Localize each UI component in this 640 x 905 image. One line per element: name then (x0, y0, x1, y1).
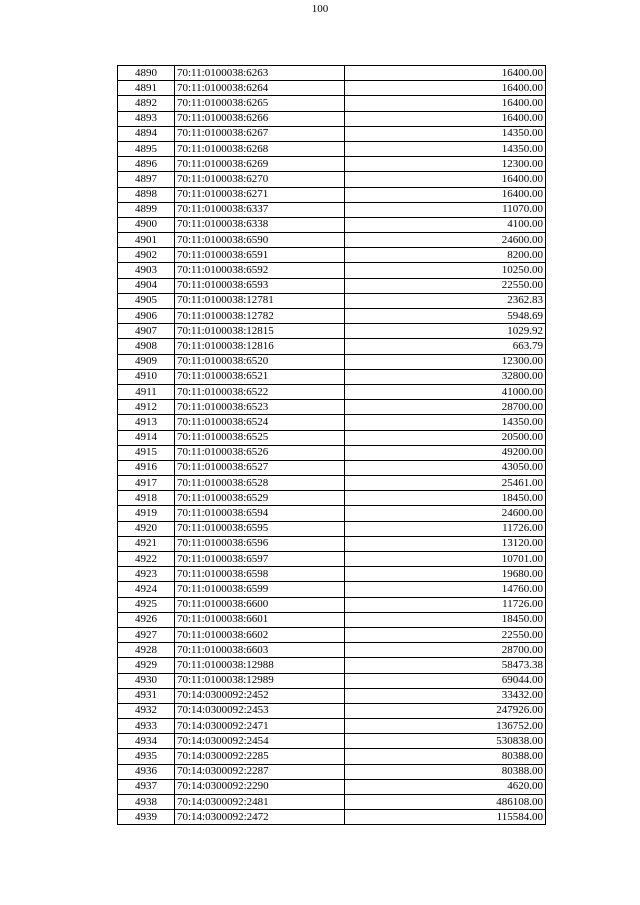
table-row (118, 384, 546, 399)
row-number-cell: 4898 (118, 187, 175, 202)
value-cell: 16400.00 (345, 66, 546, 81)
table-row (118, 278, 546, 293)
table-row (118, 673, 546, 688)
table-row (118, 612, 546, 627)
value-cell: 80388.00 (345, 764, 546, 779)
value-cell: 12300.00 (345, 157, 546, 172)
row-number-cell: 4902 (118, 248, 175, 263)
row-number-cell: 4924 (118, 582, 175, 597)
table-row (118, 293, 546, 308)
row-number-cell: 4915 (118, 445, 175, 460)
value-cell: 43050.00 (345, 460, 546, 475)
table-row (118, 749, 546, 764)
row-number-cell: 4905 (118, 293, 175, 308)
value-cell: 8200.00 (345, 248, 546, 263)
table-row (118, 187, 546, 202)
table-row (118, 658, 546, 673)
table-row (118, 810, 546, 825)
value-cell: 663.79 (345, 339, 546, 354)
value-cell: 530838.00 (345, 734, 546, 749)
value-cell: 14350.00 (345, 126, 546, 141)
cadastral-number-cell: 70:11:0100038:6269 (175, 157, 345, 172)
row-number-cell: 4895 (118, 141, 175, 156)
table-row (118, 719, 546, 734)
cadastral-number-cell: 70:11:0100038:6338 (175, 217, 345, 232)
value-cell: 20500.00 (345, 430, 546, 445)
value-cell: 24600.00 (345, 233, 546, 248)
table-row (118, 795, 546, 810)
cadastral-number-cell: 70:11:0100038:6268 (175, 141, 345, 156)
cadastral-number-cell: 70:11:0100038:6264 (175, 81, 345, 96)
cadastral-number-cell: 70:11:0100038:6601 (175, 612, 345, 627)
row-number-cell: 4912 (118, 400, 175, 415)
row-number-cell: 4894 (118, 126, 175, 141)
cadastral-number-cell: 70:11:0100038:6271 (175, 187, 345, 202)
cadastral-number-cell: 70:11:0100038:6528 (175, 476, 345, 491)
table-row (118, 369, 546, 384)
value-cell: 49200.00 (345, 445, 546, 460)
cadastral-number-cell: 70:11:0100038:6266 (175, 111, 345, 126)
row-number-cell: 4926 (118, 612, 175, 627)
cadastral-number-cell: 70:14:0300092:2471 (175, 719, 345, 734)
table-row (118, 141, 546, 156)
cadastral-number-cell: 70:11:0100038:6599 (175, 582, 345, 597)
row-number-cell: 4919 (118, 506, 175, 521)
value-cell: 80388.00 (345, 749, 546, 764)
row-number-cell: 4933 (118, 719, 175, 734)
cadastral-number-cell: 70:11:0100038:6525 (175, 430, 345, 445)
row-number-cell: 4928 (118, 643, 175, 658)
table-row (118, 597, 546, 612)
cadastral-number-cell: 70:11:0100038:6520 (175, 354, 345, 369)
table-row (118, 126, 546, 141)
cadastral-number-cell: 70:11:0100038:6521 (175, 369, 345, 384)
cadastral-number-cell: 70:14:0300092:2287 (175, 764, 345, 779)
cadastral-number-cell: 70:11:0100038:6526 (175, 445, 345, 460)
row-number-cell: 4917 (118, 476, 175, 491)
row-number-cell: 4931 (118, 688, 175, 703)
value-cell: 11070.00 (345, 202, 546, 217)
row-number-cell: 4930 (118, 673, 175, 688)
table-row (118, 460, 546, 475)
value-cell: 22550.00 (345, 627, 546, 642)
cadastral-number-cell: 70:11:0100038:6337 (175, 202, 345, 217)
cadastral-number-cell: 70:11:0100038:12816 (175, 339, 345, 354)
table-row (118, 66, 546, 81)
value-cell: 32800.00 (345, 369, 546, 384)
value-cell: 16400.00 (345, 172, 546, 187)
row-number-cell: 4927 (118, 627, 175, 642)
page-number: 100 (311, 3, 329, 15)
cadastral-number-cell: 70:11:0100038:6591 (175, 248, 345, 263)
cadastral-number-cell: 70:11:0100038:6597 (175, 552, 345, 567)
value-cell: 41000.00 (345, 384, 546, 399)
cadastral-number-cell: 70:11:0100038:6595 (175, 521, 345, 536)
value-cell: 10701.00 (345, 552, 546, 567)
value-cell: 16400.00 (345, 187, 546, 202)
table-row (118, 491, 546, 506)
row-number-cell: 4923 (118, 567, 175, 582)
row-number-cell: 4907 (118, 324, 175, 339)
row-number-cell: 4906 (118, 309, 175, 324)
cadastral-number-cell: 70:11:0100038:6524 (175, 415, 345, 430)
row-number-cell: 4921 (118, 536, 175, 551)
table-row (118, 552, 546, 567)
row-number-cell: 4908 (118, 339, 175, 354)
cadastral-number-cell: 70:14:0300092:2452 (175, 688, 345, 703)
value-cell: 14760.00 (345, 582, 546, 597)
row-number-cell: 4896 (118, 157, 175, 172)
value-cell: 13120.00 (345, 536, 546, 551)
value-cell: 28700.00 (345, 643, 546, 658)
row-number-cell: 4892 (118, 96, 175, 111)
table-row (118, 157, 546, 172)
value-cell: 25461.00 (345, 476, 546, 491)
value-cell: 18450.00 (345, 612, 546, 627)
cadastral-number-cell: 70:11:0100038:6594 (175, 506, 345, 521)
table-row (118, 506, 546, 521)
row-number-cell: 4939 (118, 810, 175, 825)
table-row (118, 476, 546, 491)
table-row (118, 354, 546, 369)
row-number-cell: 4900 (118, 217, 175, 232)
table-row (118, 445, 546, 460)
value-cell: 14350.00 (345, 415, 546, 430)
table-row (118, 111, 546, 126)
value-cell: 18450.00 (345, 491, 546, 506)
cadastral-number-cell: 70:11:0100038:12781 (175, 293, 345, 308)
row-number-cell: 4938 (118, 795, 175, 810)
value-cell: 486108.00 (345, 795, 546, 810)
table-row (118, 567, 546, 582)
row-number-cell: 4913 (118, 415, 175, 430)
cadastral-number-cell: 70:11:0100038:12782 (175, 309, 345, 324)
cadastral-number-cell: 70:11:0100038:6593 (175, 278, 345, 293)
value-cell: 58473.38 (345, 658, 546, 673)
value-cell: 33432.00 (345, 688, 546, 703)
cadastral-number-cell: 70:11:0100038:12815 (175, 324, 345, 339)
value-cell: 10250.00 (345, 263, 546, 278)
table-row (118, 643, 546, 658)
table-row (118, 309, 546, 324)
row-number-cell: 4891 (118, 81, 175, 96)
cadastral-number-cell: 70:11:0100038:6523 (175, 400, 345, 415)
table-row (118, 703, 546, 718)
value-cell: 69044.00 (345, 673, 546, 688)
cadastral-number-cell: 70:11:0100038:6590 (175, 233, 345, 248)
row-number-cell: 4929 (118, 658, 175, 673)
table-row (118, 172, 546, 187)
value-cell: 2362.83 (345, 293, 546, 308)
cadastral-number-cell: 70:14:0300092:2472 (175, 810, 345, 825)
value-cell: 14350.00 (345, 141, 546, 156)
row-number-cell: 4893 (118, 111, 175, 126)
row-number-cell: 4899 (118, 202, 175, 217)
value-cell: 12300.00 (345, 354, 546, 369)
cadastral-number-cell: 70:11:0100038:6603 (175, 643, 345, 658)
table-row (118, 81, 546, 96)
cadastral-number-cell: 70:14:0300092:2290 (175, 779, 345, 794)
row-number-cell: 4937 (118, 779, 175, 794)
cadastral-number-cell: 70:14:0300092:2453 (175, 703, 345, 718)
table-body (118, 66, 546, 825)
value-cell: 22550.00 (345, 278, 546, 293)
table-row (118, 536, 546, 551)
cadastral-number-cell: 70:11:0100038:6263 (175, 66, 345, 81)
value-cell: 11726.00 (345, 597, 546, 612)
table-row (118, 233, 546, 248)
value-cell: 28700.00 (345, 400, 546, 415)
cadastral-number-cell: 70:11:0100038:6267 (175, 126, 345, 141)
table-row (118, 324, 546, 339)
row-number-cell: 4904 (118, 278, 175, 293)
cadastral-number-cell: 70:11:0100038:6592 (175, 263, 345, 278)
table-row (118, 217, 546, 232)
row-number-cell: 4914 (118, 430, 175, 445)
value-cell: 115584.00 (345, 810, 546, 825)
row-number-cell: 4916 (118, 460, 175, 475)
cadastral-number-cell: 70:11:0100038:6529 (175, 491, 345, 506)
table-row (118, 415, 546, 430)
row-number-cell: 4934 (118, 734, 175, 749)
row-number-cell: 4936 (118, 764, 175, 779)
row-number-cell: 4911 (118, 384, 175, 399)
cadastral-number-cell: 70:14:0300092:2481 (175, 795, 345, 810)
table-row (118, 430, 546, 445)
value-cell: 24600.00 (345, 506, 546, 521)
cadastral-number-cell: 70:11:0100038:12988 (175, 658, 345, 673)
cadastral-number-cell: 70:11:0100038:6598 (175, 567, 345, 582)
cadastral-number-cell: 70:11:0100038:6600 (175, 597, 345, 612)
cadastral-number-cell: 70:14:0300092:2454 (175, 734, 345, 749)
row-number-cell: 4897 (118, 172, 175, 187)
value-cell: 4620.00 (345, 779, 546, 794)
row-number-cell: 4901 (118, 233, 175, 248)
table-row (118, 263, 546, 278)
table-row (118, 202, 546, 217)
cadastral-number-cell: 70:11:0100038:6270 (175, 172, 345, 187)
cadastral-number-cell: 70:11:0100038:6602 (175, 627, 345, 642)
row-number-cell: 4935 (118, 749, 175, 764)
table-row (118, 764, 546, 779)
row-number-cell: 4909 (118, 354, 175, 369)
row-number-cell: 4920 (118, 521, 175, 536)
table-row (118, 248, 546, 263)
cadastral-number-cell: 70:11:0100038:6265 (175, 96, 345, 111)
table-row (118, 521, 546, 536)
value-cell: 1029.92 (345, 324, 546, 339)
table-row (118, 582, 546, 597)
table-row (118, 688, 546, 703)
value-cell: 247926.00 (345, 703, 546, 718)
value-cell: 16400.00 (345, 81, 546, 96)
cadastral-number-cell: 70:11:0100038:12989 (175, 673, 345, 688)
cadastral-number-cell: 70:11:0100038:6527 (175, 460, 345, 475)
table-row (118, 734, 546, 749)
value-cell: 136752.00 (345, 719, 546, 734)
value-cell: 5948.69 (345, 309, 546, 324)
value-cell: 19680.00 (345, 567, 546, 582)
value-cell: 16400.00 (345, 111, 546, 126)
value-cell: 4100.00 (345, 217, 546, 232)
row-number-cell: 4925 (118, 597, 175, 612)
row-number-cell: 4932 (118, 703, 175, 718)
row-number-cell: 4918 (118, 491, 175, 506)
row-number-cell: 4890 (118, 66, 175, 81)
table-row (118, 779, 546, 794)
row-number-cell: 4910 (118, 369, 175, 384)
cadastral-number-cell: 70:11:0100038:6596 (175, 536, 345, 551)
value-cell: 11726.00 (345, 521, 546, 536)
cadastral-number-cell: 70:14:0300092:2285 (175, 749, 345, 764)
row-number-cell: 4903 (118, 263, 175, 278)
table-row (118, 627, 546, 642)
cadastral-number-cell: 70:11:0100038:6522 (175, 384, 345, 399)
row-number-cell: 4922 (118, 552, 175, 567)
value-cell: 16400.00 (345, 96, 546, 111)
table-row (118, 96, 546, 111)
table-row (118, 339, 546, 354)
table-row (118, 400, 546, 415)
data-table (117, 65, 546, 825)
